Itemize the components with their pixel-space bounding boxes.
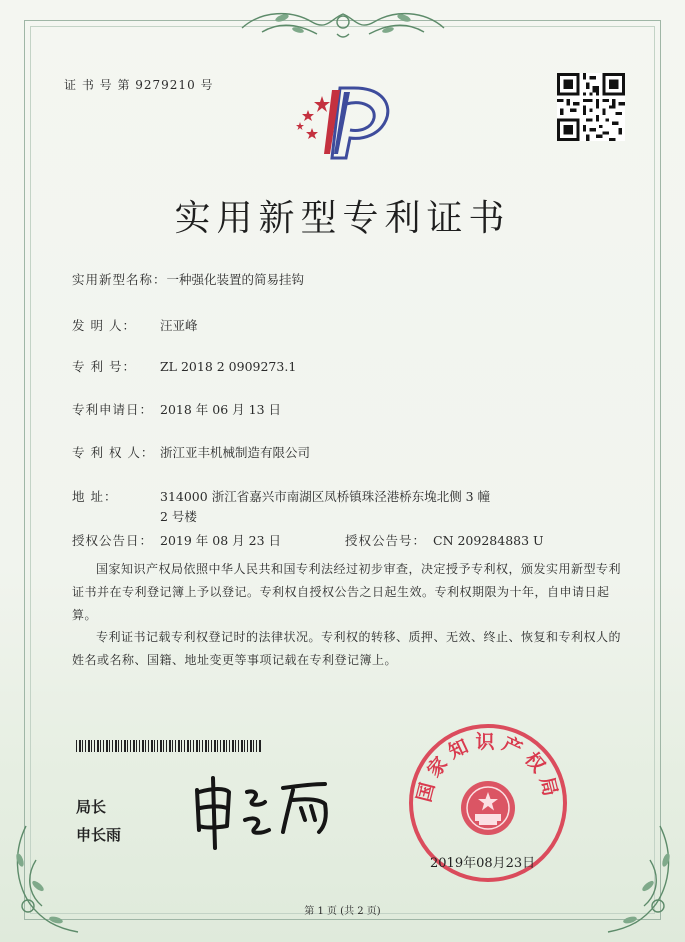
field-value: 浙江亚丰机械制造有限公司	[160, 445, 311, 460]
field-value: 2018 年 06 月 13 日	[160, 402, 281, 417]
certificate-title: 实用新型专利证书	[174, 198, 511, 239]
field-inventor	[72, 316, 198, 334]
field-label: 专 利 号：	[72, 359, 136, 374]
field-label: 地 址：	[72, 489, 118, 504]
signatory-name: 申长雨	[76, 826, 122, 844]
signatory-title: 局长	[76, 798, 107, 816]
page-footer: 第 1 页 (共 2 页)	[304, 906, 381, 917]
field-value: ZL 2018 2 0909273.1	[160, 359, 297, 374]
field-patent-number	[72, 357, 296, 375]
paragraph-legal-status: 专利证书记载专利权登记时的法律状况。专利权的转移、质押、无效、终止、恢复和专利权人的姓名或名称、国籍、地址变更等事项记载在专利登记簿上。	[72, 630, 622, 667]
qr-code	[557, 73, 625, 141]
field-label: 专 利 权 人：	[72, 445, 155, 460]
field-grant-date	[72, 531, 281, 549]
field-address-line2	[160, 507, 197, 525]
field-value: CN 209284883 U	[433, 533, 544, 548]
field-label: 发 明 人：	[72, 318, 136, 333]
bottom-right-ornament	[600, 820, 680, 938]
cnipa-logo	[288, 82, 400, 164]
bottom-left-ornament	[6, 820, 86, 938]
field-label: 授权公告号：	[345, 533, 427, 548]
field-label: 专利申请日：	[72, 402, 154, 417]
field-value: 314000 浙江省嘉兴市南湖区凤桥镇珠泾港桥东堍北侧 3 幢	[160, 489, 491, 504]
field-address	[72, 487, 490, 505]
field-grant-number	[345, 531, 544, 549]
paragraph-grant-statement: 国家知识产权局依照中华人民共和国专利法经过初步审查，决定授予专利权，颁发实用新型专利证书并在专利登记簿上予以登记。专利权自授权公告之日起生效。专利权期限为十年，自申请日起算。	[72, 562, 622, 622]
barcode	[76, 740, 261, 752]
seal-date: 2019年08月23日	[430, 856, 536, 871]
certificate-number: 证 书 号 第 9279210 号	[64, 78, 214, 92]
seal-arc-text: 国家知识产权局	[413, 731, 563, 805]
field-value: 一种强化装置的简易挂钩	[166, 272, 305, 287]
field-value: 2 号楼	[160, 509, 197, 524]
top-ornament	[232, 4, 454, 42]
field-label: 实用新型名称：	[72, 272, 167, 287]
field-value: 2019 年 08 月 23 日	[160, 533, 281, 548]
field-utility-model-name	[72, 270, 304, 288]
field-patentee	[72, 443, 310, 461]
field-label: 授权公告日：	[72, 533, 154, 548]
handwritten-signature	[185, 770, 345, 852]
field-value: 汪亚峰	[160, 318, 198, 333]
field-filing-date	[72, 400, 281, 418]
